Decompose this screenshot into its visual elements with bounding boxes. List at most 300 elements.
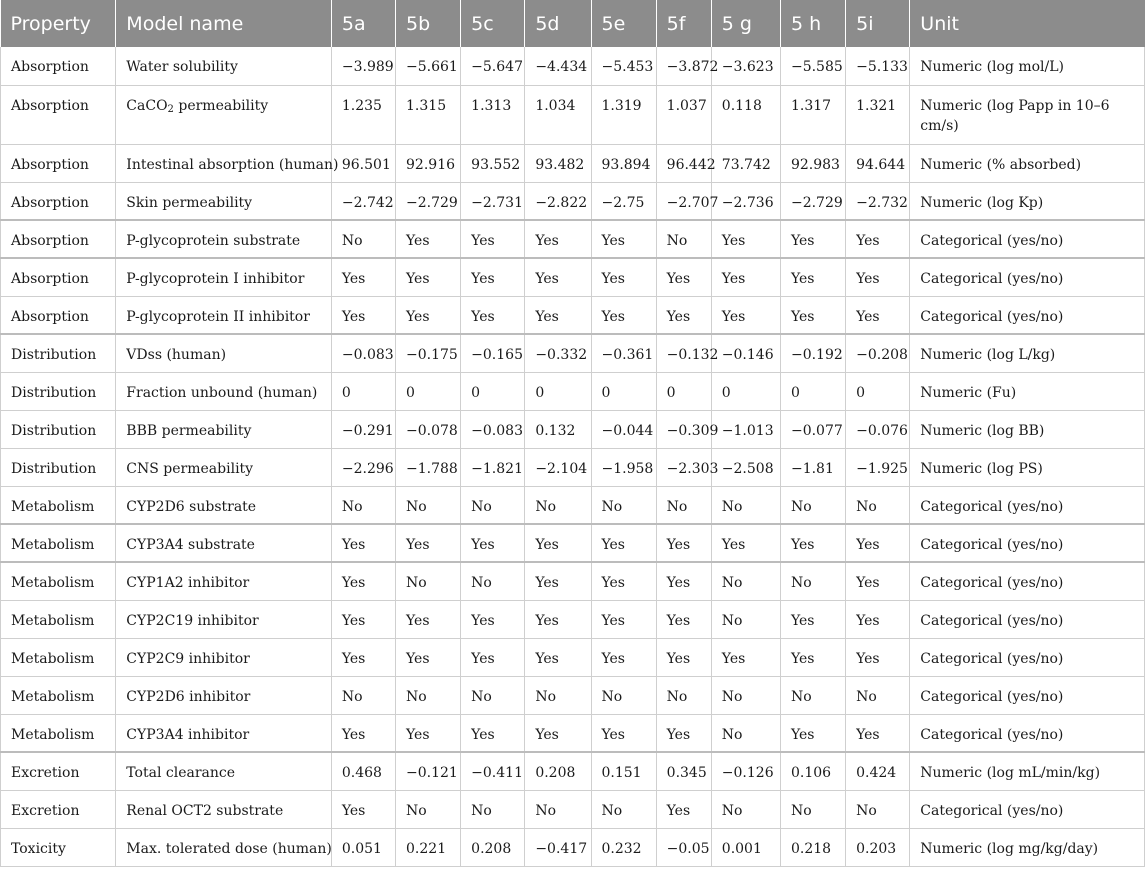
- table-row: [1, 828, 1145, 866]
- value-cell: No: [525, 790, 591, 828]
- unit-cell: Numeric (log PS): [910, 448, 1145, 486]
- unit-cell: Categorical (yes/no): [910, 220, 1145, 258]
- header-property: Property: [1, 0, 116, 47]
- value-cell: −0.077: [780, 410, 845, 448]
- model-name-text: Max. tolerated dose (human): [126, 840, 332, 857]
- value-cell: No: [396, 790, 461, 828]
- value-cell: Yes: [461, 600, 525, 638]
- model-name-cell: [116, 524, 332, 562]
- value-cell: 0: [656, 372, 711, 410]
- header-5f: 5f: [656, 0, 711, 47]
- model-name-text: P-glycoprotein II inhibitor: [126, 308, 310, 325]
- value-cell: −0.05: [656, 828, 711, 866]
- value-cell: Yes: [525, 524, 591, 562]
- value-cell: Yes: [396, 524, 461, 562]
- value-cell: Yes: [656, 600, 711, 638]
- model-name-text: Intestinal absorption (human): [126, 156, 339, 173]
- value-cell: 0: [846, 372, 910, 410]
- value-cell: −2.508: [711, 448, 780, 486]
- value-cell: Yes: [780, 600, 845, 638]
- value-cell: −0.208: [846, 334, 910, 372]
- model-name-text: CYP2C19 inhibitor: [126, 612, 259, 629]
- unit-cell: Numeric (log Papp in 10–6 cm/s): [910, 85, 1145, 144]
- unit-cell: Categorical (yes/no): [910, 676, 1145, 714]
- value-cell: Yes: [396, 600, 461, 638]
- model-name-cell: [116, 638, 332, 676]
- value-cell: No: [656, 220, 711, 258]
- value-cell: −2.75: [591, 182, 656, 220]
- value-cell: Yes: [461, 258, 525, 296]
- unit-cell: Numeric (log BB): [910, 410, 1145, 448]
- value-cell: 92.916: [396, 144, 461, 182]
- model-name-text: CYP3A4 substrate: [126, 537, 255, 553]
- unit-cell: Categorical (yes/no): [910, 524, 1145, 562]
- value-cell: −2.707: [656, 182, 711, 220]
- value-cell: 1.034: [525, 85, 591, 144]
- table-row: [1, 600, 1145, 638]
- value-cell: Yes: [846, 714, 910, 752]
- value-cell: 1.313: [461, 85, 525, 144]
- value-cell: 1.319: [591, 85, 656, 144]
- value-cell: Yes: [461, 638, 525, 676]
- value-cell: Yes: [525, 638, 591, 676]
- table-body: [1, 47, 1145, 866]
- table-row: [1, 448, 1145, 486]
- model-name-text: CYP2D6 substrate: [126, 498, 257, 515]
- value-cell: Yes: [591, 600, 656, 638]
- model-name-cell: [116, 144, 339, 182]
- value-cell: −0.121: [396, 752, 461, 790]
- value-cell: 1.037: [656, 85, 711, 144]
- unit-cell: Numeric (log L/kg): [910, 334, 1145, 372]
- model-name-cell: [116, 182, 332, 220]
- model-name-text: Total clearance: [126, 765, 236, 781]
- value-cell: Yes: [711, 638, 780, 676]
- model-name-cell: [116, 790, 332, 828]
- value-cell: −0.411: [461, 752, 525, 790]
- value-cell: −0.332: [525, 334, 591, 372]
- property-cell: Absorption: [1, 47, 116, 85]
- value-cell: Yes: [331, 714, 395, 752]
- value-cell: 0.208: [525, 752, 591, 790]
- table-row: [1, 220, 1145, 258]
- value-cell: No: [780, 676, 845, 714]
- value-cell: −0.417: [525, 828, 591, 866]
- value-cell: Yes: [525, 258, 591, 296]
- table-row: [1, 85, 1145, 144]
- unit-cell: Categorical (yes/no): [910, 714, 1145, 752]
- value-cell: No: [711, 714, 780, 752]
- value-cell: Yes: [591, 220, 656, 258]
- unit-cell: Categorical (yes/no): [910, 790, 1145, 828]
- property-cell: Metabolism: [1, 638, 116, 676]
- value-cell: Yes: [656, 524, 711, 562]
- value-cell: −4.434: [525, 47, 591, 85]
- unit-cell: Numeric (log mol/L): [910, 47, 1145, 85]
- value-cell: Yes: [846, 562, 910, 600]
- value-cell: −0.361: [591, 334, 656, 372]
- model-name-cell: [116, 220, 332, 258]
- value-cell: −5.133: [846, 47, 910, 85]
- header-5h: 5 h: [780, 0, 845, 47]
- value-cell: −5.453: [591, 47, 656, 85]
- value-cell: No: [591, 790, 656, 828]
- table-row: [1, 258, 1145, 296]
- model-name-cell: [116, 486, 332, 524]
- value-cell: 0.203: [846, 828, 910, 866]
- value-cell: 0: [780, 372, 845, 410]
- property-cell: Toxicity: [1, 828, 116, 866]
- value-cell: −2.732: [846, 182, 910, 220]
- header-unit: Unit: [910, 0, 1145, 47]
- table-row: [1, 296, 1145, 334]
- value-cell: Yes: [656, 562, 711, 600]
- value-cell: −2.303: [656, 448, 711, 486]
- value-cell: No: [396, 486, 461, 524]
- value-cell: 0.345: [656, 752, 711, 790]
- table-row: [1, 562, 1145, 600]
- value-cell: 0.151: [591, 752, 656, 790]
- property-cell: Distribution: [1, 334, 116, 372]
- value-cell: −1.81: [780, 448, 845, 486]
- property-cell: Absorption: [1, 144, 116, 182]
- value-cell: 0.424: [846, 752, 910, 790]
- value-cell: −2.742: [331, 182, 395, 220]
- model-name-text: Fraction unbound (human): [126, 384, 318, 401]
- model-name-text: CaCO: [126, 97, 168, 114]
- value-cell: −1.013: [711, 410, 780, 448]
- value-cell: −0.192: [780, 334, 845, 372]
- value-cell: No: [780, 562, 845, 600]
- value-cell: Yes: [656, 638, 711, 676]
- value-cell: −2.731: [461, 182, 525, 220]
- value-cell: 1.317: [780, 85, 845, 144]
- unit-cell: Categorical (yes/no): [910, 296, 1145, 334]
- property-cell: Absorption: [1, 220, 116, 258]
- property-cell: Metabolism: [1, 562, 116, 600]
- model-name-cell: [116, 676, 332, 714]
- value-cell: Yes: [780, 258, 845, 296]
- value-cell: −2.296: [331, 448, 395, 486]
- table-row: [1, 676, 1145, 714]
- model-name-cell: [116, 47, 332, 85]
- value-cell: No: [461, 676, 525, 714]
- model-name-text: CYP3A4 inhibitor: [126, 726, 250, 743]
- model-name-cell: [116, 410, 332, 448]
- value-cell: 0: [396, 372, 461, 410]
- value-cell: Yes: [591, 258, 656, 296]
- value-cell: Yes: [396, 258, 461, 296]
- value-cell: Yes: [780, 714, 845, 752]
- property-cell: Metabolism: [1, 524, 116, 562]
- value-cell: −1.925: [846, 448, 910, 486]
- value-cell: Yes: [591, 524, 656, 562]
- value-cell: Yes: [525, 220, 591, 258]
- value-cell: No: [461, 486, 525, 524]
- unit-cell: Categorical (yes/no): [910, 562, 1145, 600]
- table-row: [1, 372, 1145, 410]
- value-cell: No: [846, 486, 910, 524]
- value-cell: No: [656, 676, 711, 714]
- value-cell: 0.132: [525, 410, 591, 448]
- property-cell: Absorption: [1, 258, 116, 296]
- model-name-text: CYP2D6 inhibitor: [126, 688, 251, 705]
- value-cell: No: [591, 486, 656, 524]
- value-cell: −3.989: [331, 47, 395, 85]
- value-cell: 96.442: [656, 144, 711, 182]
- value-cell: 0.118: [711, 85, 780, 144]
- model-name-cell: [116, 448, 332, 486]
- value-cell: Yes: [591, 296, 656, 334]
- value-cell: Yes: [396, 714, 461, 752]
- model-name-text: CYP1A2 inhibitor: [126, 575, 250, 591]
- value-cell: −1.821: [461, 448, 525, 486]
- table-row: [1, 524, 1145, 562]
- property-cell: Metabolism: [1, 714, 116, 752]
- value-cell: Yes: [711, 220, 780, 258]
- property-cell: Excretion: [1, 752, 116, 790]
- value-cell: No: [711, 562, 780, 600]
- value-cell: 0.468: [331, 752, 395, 790]
- value-cell: −0.044: [591, 410, 656, 448]
- value-cell: 73.742: [711, 144, 780, 182]
- value-cell: Yes: [396, 220, 461, 258]
- value-cell: −0.146: [711, 334, 780, 372]
- value-cell: Yes: [780, 524, 845, 562]
- model-name-cell: [116, 828, 332, 866]
- property-cell: Distribution: [1, 372, 116, 410]
- value-cell: Yes: [846, 258, 910, 296]
- model-name-text: VDss (human): [126, 347, 227, 363]
- header-5e: 5e: [591, 0, 656, 47]
- value-cell: −2.729: [780, 182, 845, 220]
- value-cell: −2.822: [525, 182, 591, 220]
- value-cell: No: [780, 486, 845, 524]
- value-cell: Yes: [591, 714, 656, 752]
- table-row: [1, 47, 1145, 85]
- value-cell: −3.872: [656, 47, 711, 85]
- header-model-name: Model name: [116, 0, 332, 47]
- value-cell: Yes: [331, 638, 395, 676]
- value-cell: 0: [591, 372, 656, 410]
- value-cell: Yes: [396, 296, 461, 334]
- value-cell: 1.321: [846, 85, 910, 144]
- value-cell: No: [461, 790, 525, 828]
- model-name-text: Renal OCT2 substrate: [126, 802, 284, 819]
- header-row: [1, 0, 1145, 47]
- value-cell: −3.623: [711, 47, 780, 85]
- model-name-text: P-glycoprotein substrate: [126, 233, 301, 249]
- header-5i: 5i: [846, 0, 910, 47]
- header-5g: 5 g: [711, 0, 780, 47]
- value-cell: 94.644: [846, 144, 910, 182]
- value-cell: No: [780, 790, 845, 828]
- value-cell: Yes: [846, 600, 910, 638]
- value-cell: No: [846, 676, 910, 714]
- value-cell: Yes: [846, 638, 910, 676]
- value-cell: No: [711, 486, 780, 524]
- model-name-cell: [116, 334, 332, 372]
- value-cell: Yes: [780, 638, 845, 676]
- value-cell: Yes: [656, 790, 711, 828]
- model-name-cell: [116, 372, 332, 410]
- value-cell: 1.235: [331, 85, 395, 144]
- value-cell: Yes: [461, 524, 525, 562]
- value-cell: −0.291: [331, 410, 395, 448]
- value-cell: 0.232: [591, 828, 656, 866]
- model-name-cell: [116, 714, 332, 752]
- value-cell: No: [525, 676, 591, 714]
- value-cell: Yes: [525, 600, 591, 638]
- model-name-cell: [116, 85, 332, 144]
- value-cell: −0.175: [396, 334, 461, 372]
- value-cell: −0.309: [656, 410, 711, 448]
- header-5b: 5b: [396, 0, 461, 47]
- value-cell: Yes: [780, 296, 845, 334]
- property-cell: Absorption: [1, 296, 116, 334]
- value-cell: Yes: [396, 638, 461, 676]
- value-cell: 0: [461, 372, 525, 410]
- value-cell: Yes: [525, 562, 591, 600]
- property-cell: Distribution: [1, 448, 116, 486]
- value-cell: −5.585: [780, 47, 845, 85]
- property-cell: Excretion: [1, 790, 116, 828]
- unit-cell: Numeric (Fu): [910, 372, 1145, 410]
- value-cell: 93.482: [525, 144, 591, 182]
- table-row: [1, 182, 1145, 220]
- table-row: [1, 638, 1145, 676]
- value-cell: Yes: [461, 220, 525, 258]
- unit-cell: Numeric (log mL/min/kg): [910, 752, 1145, 790]
- value-cell: −5.647: [461, 47, 525, 85]
- value-cell: Yes: [525, 296, 591, 334]
- value-cell: −2.104: [525, 448, 591, 486]
- value-cell: Yes: [331, 258, 395, 296]
- model-name-cell: [116, 296, 332, 334]
- value-cell: No: [591, 676, 656, 714]
- property-cell: Distribution: [1, 410, 116, 448]
- value-cell: No: [331, 220, 395, 258]
- unit-cell: Categorical (yes/no): [910, 600, 1145, 638]
- unit-cell: Categorical (yes/no): [910, 258, 1145, 296]
- value-cell: Yes: [525, 714, 591, 752]
- unit-cell: Numeric (log mg/kg/day): [910, 828, 1145, 866]
- value-cell: −5.661: [396, 47, 461, 85]
- table-row: [1, 144, 1145, 182]
- value-cell: 0: [331, 372, 395, 410]
- value-cell: 0.051: [331, 828, 395, 866]
- value-cell: −1.958: [591, 448, 656, 486]
- model-name-cell: [116, 600, 332, 638]
- table-row: [1, 714, 1145, 752]
- value-cell: 0.001: [711, 828, 780, 866]
- value-cell: Yes: [331, 296, 395, 334]
- value-cell: −0.083: [331, 334, 395, 372]
- model-name-suffix: permeability: [173, 97, 269, 114]
- value-cell: No: [711, 676, 780, 714]
- value-cell: 93.894: [591, 144, 656, 182]
- value-cell: No: [656, 486, 711, 524]
- model-name-cell: [116, 752, 332, 790]
- model-name-text: CNS permeability: [126, 460, 254, 477]
- value-cell: −0.083: [461, 410, 525, 448]
- value-cell: Yes: [331, 562, 395, 600]
- model-name-text: Water solubility: [126, 59, 238, 75]
- value-cell: Yes: [846, 220, 910, 258]
- unit-cell: Categorical (yes/no): [910, 486, 1145, 524]
- header-5d: 5d: [525, 0, 591, 47]
- value-cell: Yes: [846, 524, 910, 562]
- value-cell: No: [711, 790, 780, 828]
- property-cell: Absorption: [1, 182, 116, 220]
- model-name-text: Skin permeability: [126, 194, 253, 211]
- value-cell: −0.126: [711, 752, 780, 790]
- value-cell: Yes: [331, 524, 395, 562]
- value-cell: No: [396, 562, 461, 600]
- value-cell: No: [331, 676, 395, 714]
- value-cell: Yes: [846, 296, 910, 334]
- value-cell: No: [846, 790, 910, 828]
- value-cell: −0.076: [846, 410, 910, 448]
- value-cell: −0.132: [656, 334, 711, 372]
- value-cell: −0.078: [396, 410, 461, 448]
- value-cell: 92.983: [780, 144, 845, 182]
- value-cell: 96.501: [331, 144, 395, 182]
- value-cell: 93.552: [461, 144, 525, 182]
- value-cell: No: [396, 676, 461, 714]
- model-name-text: BBB permeability: [126, 422, 252, 439]
- value-cell: −2.729: [396, 182, 461, 220]
- value-cell: Yes: [461, 714, 525, 752]
- model-name-text: CYP2C9 inhibitor: [126, 650, 250, 667]
- value-cell: 1.315: [396, 85, 461, 144]
- table-row: [1, 790, 1145, 828]
- property-cell: Absorption: [1, 85, 116, 144]
- value-cell: 0: [525, 372, 591, 410]
- unit-cell: Numeric (% absorbed): [910, 144, 1145, 182]
- property-cell: Metabolism: [1, 676, 116, 714]
- value-cell: No: [331, 486, 395, 524]
- table-row: [1, 486, 1145, 524]
- value-cell: −1.788: [396, 448, 461, 486]
- value-cell: Yes: [461, 296, 525, 334]
- value-cell: Yes: [656, 714, 711, 752]
- value-cell: Yes: [711, 258, 780, 296]
- value-cell: Yes: [591, 638, 656, 676]
- property-cell: Metabolism: [1, 600, 116, 638]
- unit-cell: Numeric (log Kp): [910, 182, 1145, 220]
- value-cell: No: [461, 562, 525, 600]
- value-cell: 0: [711, 372, 780, 410]
- unit-cell: Categorical (yes/no): [910, 638, 1145, 676]
- model-name-cell: [116, 258, 332, 296]
- value-cell: No: [711, 600, 780, 638]
- value-cell: Yes: [656, 258, 711, 296]
- value-cell: Yes: [331, 600, 395, 638]
- value-cell: 0.208: [461, 828, 525, 866]
- model-name-subscript: 2: [167, 103, 174, 115]
- value-cell: Yes: [711, 524, 780, 562]
- model-name-cell: [116, 562, 332, 600]
- property-cell: Metabolism: [1, 486, 116, 524]
- value-cell: −2.736: [711, 182, 780, 220]
- value-cell: Yes: [591, 562, 656, 600]
- value-cell: Yes: [656, 296, 711, 334]
- value-cell: No: [525, 486, 591, 524]
- value-cell: Yes: [780, 220, 845, 258]
- value-cell: 0.221: [396, 828, 461, 866]
- value-cell: 0.106: [780, 752, 845, 790]
